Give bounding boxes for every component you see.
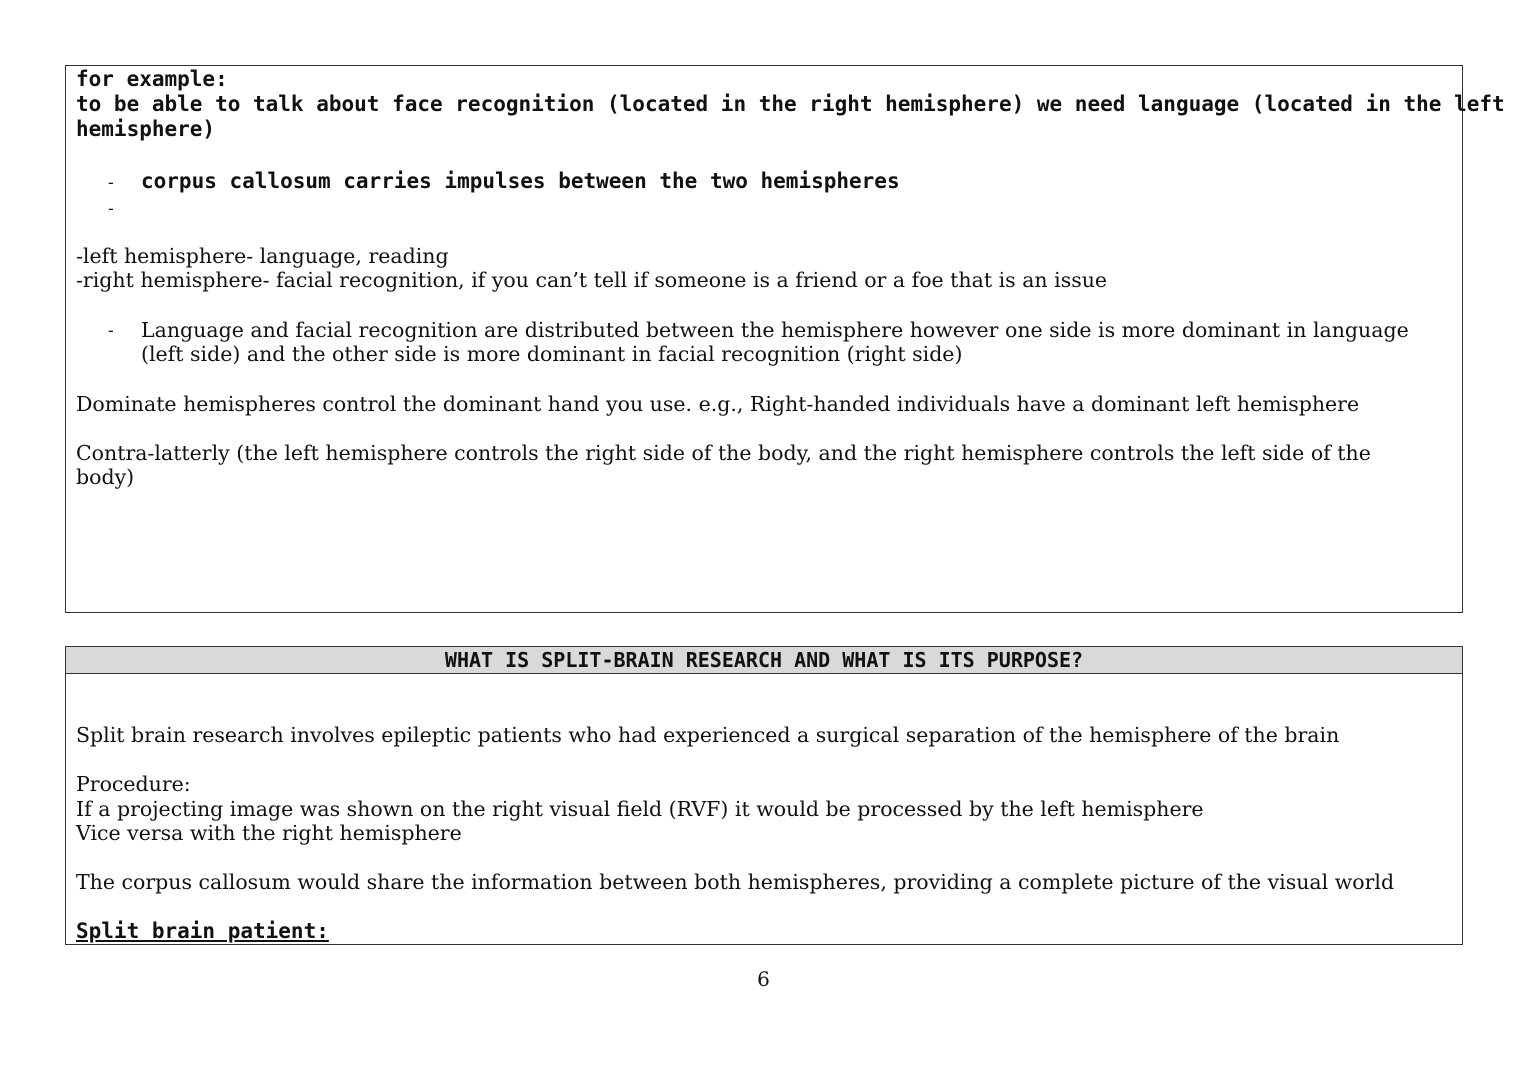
notes-box-split-brain: [65, 646, 1463, 945]
contra-laterally-line-2: body): [76, 465, 135, 489]
example-line-1: to be able to talk about face recognition (located in the right hemisphere) we need language (located in the left: [76, 92, 1505, 116]
section-title: WHAT IS SPLIT-BRAIN RESEARCH AND WHAT IS ITS PURPOSE?: [444, 648, 1084, 672]
notes-box-hemispheres: [65, 65, 1505, 613]
contra-laterally-line-1: Contra-latterly (the left hemisphere controls the right side of the body, and the right hemisphere controls the left side of the: [76, 441, 1371, 465]
bullet-distribution-line-1: Language and facial recognition are distributed between the hemisphere however one side is more dominant in language: [141, 318, 1409, 342]
example-label: for example:: [76, 67, 228, 91]
page-number: 6: [757, 967, 770, 991]
bullet-corpus-callosum: corpus callosum carries impulses between the two hemispheres: [141, 169, 900, 193]
dominate-hemispheres-note: Dominate hemispheres control the dominant hand you use. e.g., Right-handed individuals have a dominant left hemisphere: [76, 392, 1360, 416]
procedure-line-2: Vice versa with the right hemisphere: [76, 821, 462, 845]
procedure-label: Procedure:: [76, 772, 191, 796]
left-hemisphere-note: -left hemisphere- language, reading: [76, 244, 449, 268]
section-header: [66, 647, 1462, 674]
split-brain-intro: Split brain research involves epileptic patients who had experienced a surgical separation of the hemisphere of the brain: [76, 723, 1340, 747]
bullet-distribution-line-2: (left side) and the other side is more dominant in facial recognition (right side): [141, 342, 963, 366]
corpus-callosum-note: The corpus callosum would share the information between both hemispheres, providing a complete picture of the visual world: [76, 870, 1395, 894]
bullet-dash-empty: -: [108, 199, 114, 218]
split-brain-patient-label: Split brain patient:: [76, 919, 329, 943]
bullet-dash: -: [108, 173, 114, 192]
right-hemisphere-note: -right hemisphere- facial recognition, if you can’t tell if someone is a friend or a foe that is an issue: [76, 268, 1108, 292]
bullet-dash: -: [108, 321, 114, 340]
example-line-2: hemisphere): [76, 117, 216, 141]
procedure-line-1: If a projecting image was shown on the right visual field (RVF) it would be processed by the left hemisphere: [76, 797, 1204, 821]
